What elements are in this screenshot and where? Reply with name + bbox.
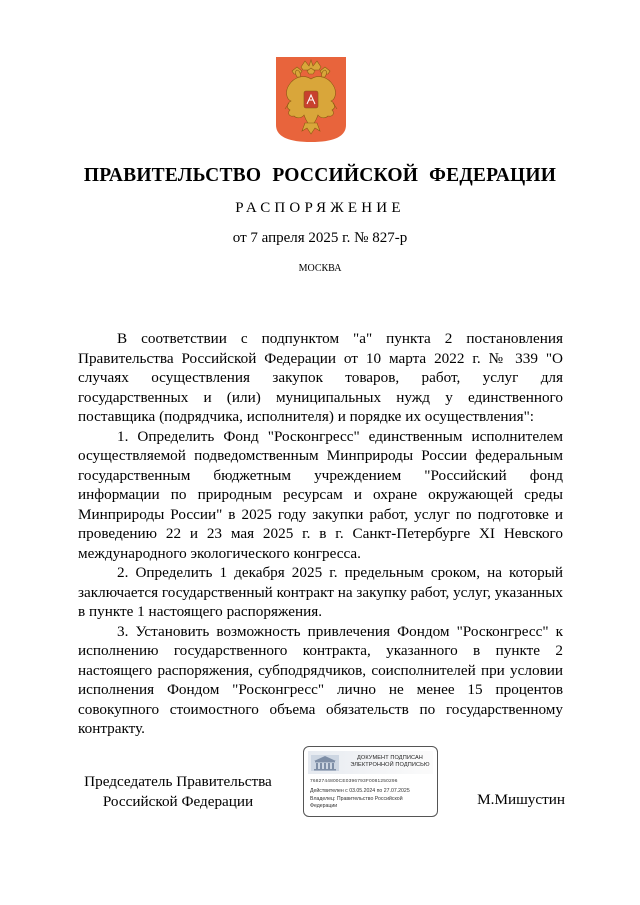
document-date-number: от 7 апреля 2025 г. № 827-р [232, 230, 408, 246]
paragraph-item-1: 1. Определить Фонд "Росконгресс" единственным исполнителем осуществляемой подведомственным Минприроды России федеральным государственным бюджетным учреждением "Российский фонд информации по природным ресурсам и охране окружающей среды Минприроды России" в 2025 году закупки работ, услуг по подготовке и проведению 22 и 23 мая 2025 г. в г. Санкт-Петербурге XI Невского международного экологического конгресса. [78, 427, 563, 562]
electronic-signature-stamp [303, 746, 438, 817]
stamp-validity: Действителен с 03.05.2024 по 27.07.2025 [310, 788, 410, 794]
coat-of-arms-icon [276, 57, 346, 142]
stamp-owner-line-2: Федерации [310, 802, 338, 809]
paragraph-item-3: 3. Установить возможность привлечения Фондом "Росконгресс" к исполнению государственного контракта, указанного в пункте 2 настоящего распоряжения, субподрядчиков, соисполнителей при условии исполнения Фондом "Росконгресс" лично не менее 15 процентов совокупного стоимостного объема обязательств по государственному контракту. [78, 622, 563, 737]
document-city: МОСКВА [298, 263, 342, 274]
signatory-position-line-2: Российской Федерации [102, 792, 254, 810]
stamp-owner [310, 796, 434, 810]
signatory-position [78, 772, 278, 811]
paragraph-preamble: В соответствии с подпунктом "а" пункта 2 постановления Правительства Российской Федерации от 10 марта 2022 г. № 339 "О случаях осуществления закупок товаров, работ, услуг для государственных и (или) муниципальных нужд у единственного поставщика (подрядчика, исполнителя) и порядке их осуществления": [78, 330, 563, 425]
stamp-title [344, 755, 436, 769]
paragraph-item-2: 2. Определить 1 декабря 2025 г. предельным сроком, на который заключается государственный контракт на закупку работ, услуг, указанных в пункте 1 настоящего распоряжения. [78, 564, 563, 620]
stamp-owner-line-1: Владелец: Правительство Российской [310, 796, 403, 802]
stamp-title-line-2: ЭЛЕКТРОННОЙ ПОДПИСЬЮ [350, 762, 430, 768]
signatory-position-line-1: Председатель Правительства [84, 773, 272, 790]
document-body [78, 329, 563, 739]
document-type: РАСПОРЯЖЕНИЕ [235, 200, 405, 216]
government-title: ПРАВИТЕЛЬСТВО РОССИЙСКОЙ ФЕДЕРАЦИИ [83, 165, 557, 186]
stamp-title-line-1: ДОКУМЕНТ ПОДПИСАН [357, 755, 423, 761]
signatory-name: М.Мишустин [477, 791, 565, 808]
government-building-icon [311, 755, 339, 771]
stamp-certificate-number: 7682744800CE0396793F0081250296 [310, 779, 398, 784]
